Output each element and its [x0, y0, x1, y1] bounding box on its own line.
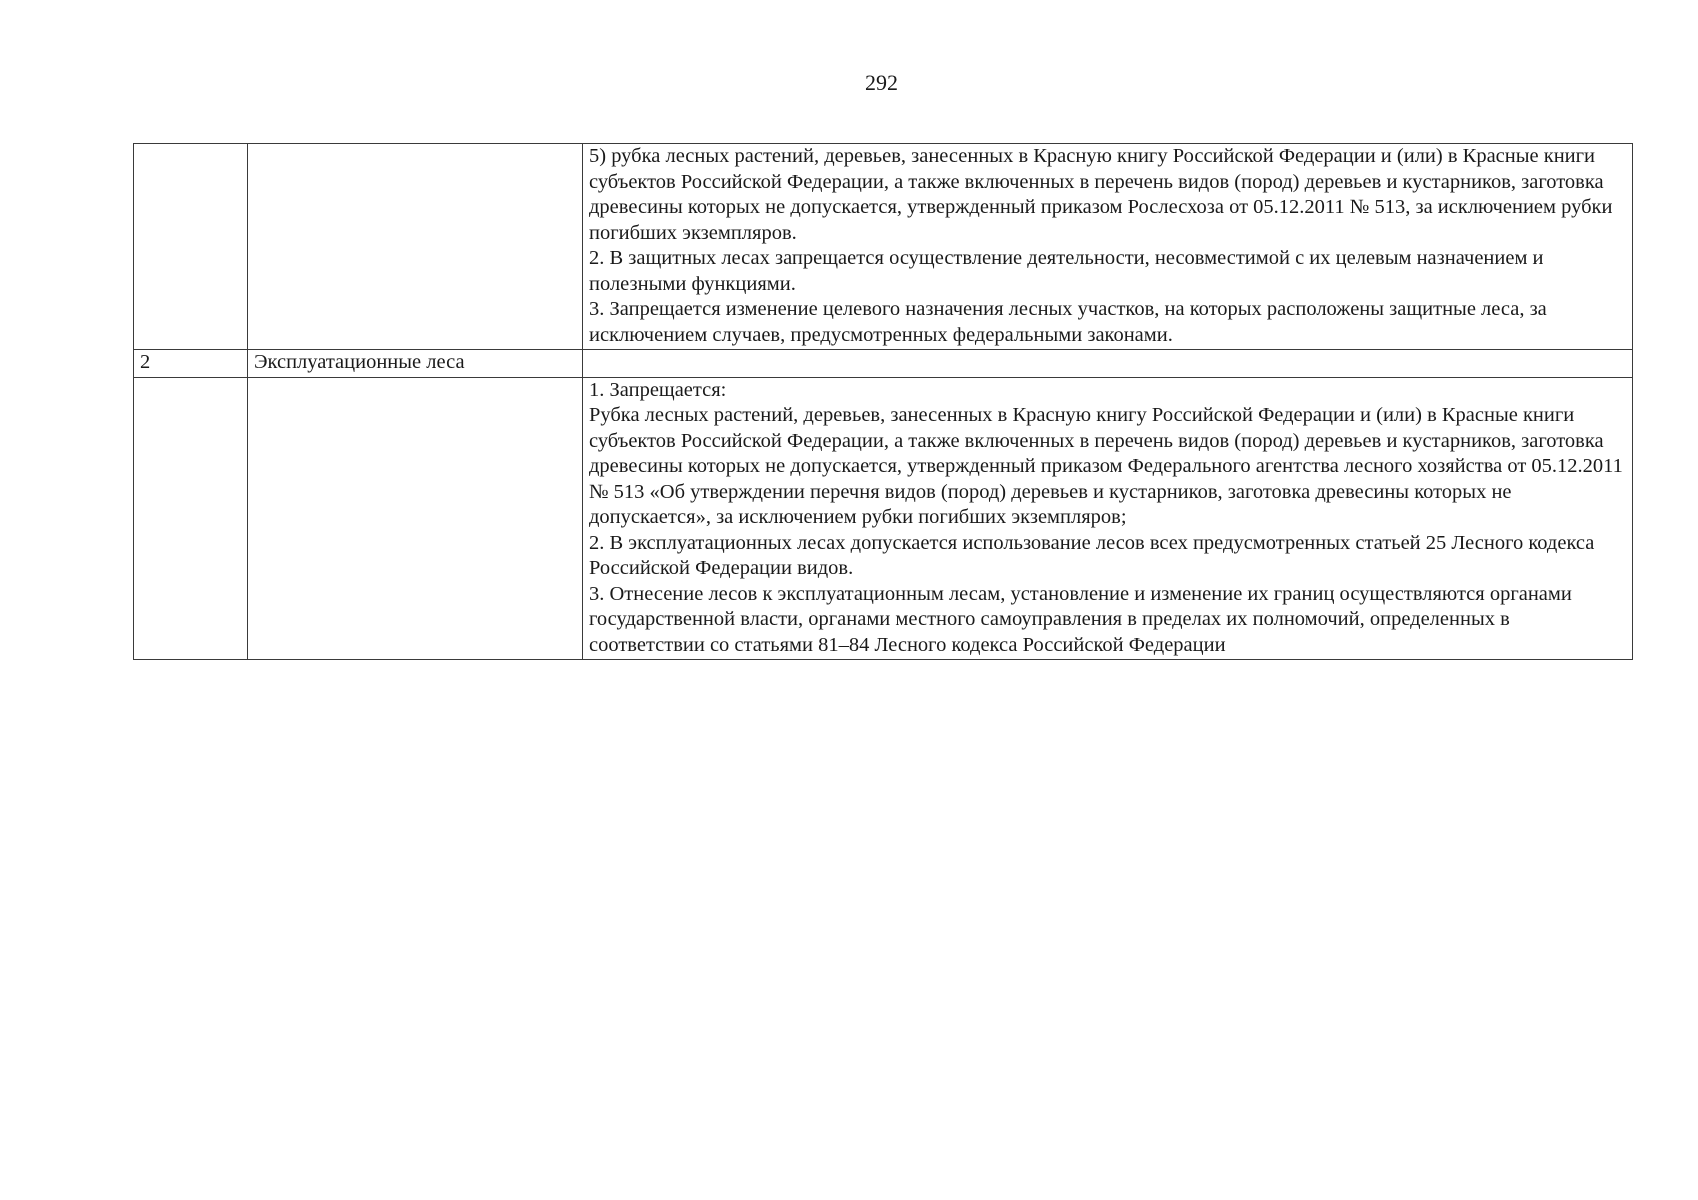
row-number-cell: [134, 377, 248, 660]
regulations-cell: [583, 144, 1633, 350]
regulations-cell: [583, 350, 1633, 378]
regulation-paragraph: 3. Запрещается изменение целевого назначения лесных участков, на которых расположены защитные леса, за исключением случаев, предусмотренных федеральными законами.: [589, 298, 1547, 346]
table-row: [134, 350, 1633, 378]
regulation-paragraph: 3. Отнесение лесов к эксплуатационным лесам, установление и изменение их границ осуществляются органами государственной власти, органами местного самоуправления в пределах их полномочий, определенных в соответствии со статьями 81–84 Лесного кодекса Российской Федерации: [589, 582, 1572, 656]
forest-category-cell: [248, 144, 583, 350]
regulations-table: [133, 143, 1633, 660]
page-number: 292: [865, 70, 898, 95]
regulation-paragraph: 5) рубка лесных растений, деревьев, занесенных в Красную книгу Российской Федерации и (или) в Красные книги субъектов Российской Федерации, а также включенных в перечень видов (пород) деревьев и кустарников, заготовка древесины которых не допускается, утвержденный приказом Рослесхоза от 05.12.2011 № 513, за исключением рубки погибших экземпляров.: [589, 145, 1613, 244]
regulation-paragraph: Рубка лесных растений, деревьев, занесенных в Красную книгу Российской Федерации и (или) в Красные книги субъектов Российской Федерации, а также включенных в перечень видов (пород) деревьев и кустарников, заготовка древесины которых не допускается, утвержденный приказом Федерального агентства лесного хозяйства от 05.12.2011 № 513 «Об утверждении перечня видов (пород) деревьев и кустарников, заготовка древесины которых не допускается», за исключением рубки погибших экземпляров;: [589, 404, 1623, 528]
forest-category-cell: Эксплуатационные леса: [248, 350, 583, 378]
row-number-cell: 2: [134, 350, 248, 378]
regulation-paragraph: 2. В защитных лесах запрещается осуществление деятельности, несовместимой с их целевым назначением и полезными функциями.: [589, 247, 1544, 295]
regulations-cell: [583, 377, 1633, 660]
table-row: [134, 377, 1633, 660]
regulation-paragraph: 2. В эксплуатационных лесах допускается использование лесов всех предусмотренных статьей 25 Лесного кодекса Российской Федерации видов.: [589, 531, 1595, 579]
forest-category-cell: [248, 377, 583, 660]
table-row: [134, 144, 1633, 350]
row-number-cell: [134, 144, 248, 350]
regulation-paragraph: 1. Запрещается:: [589, 378, 727, 401]
